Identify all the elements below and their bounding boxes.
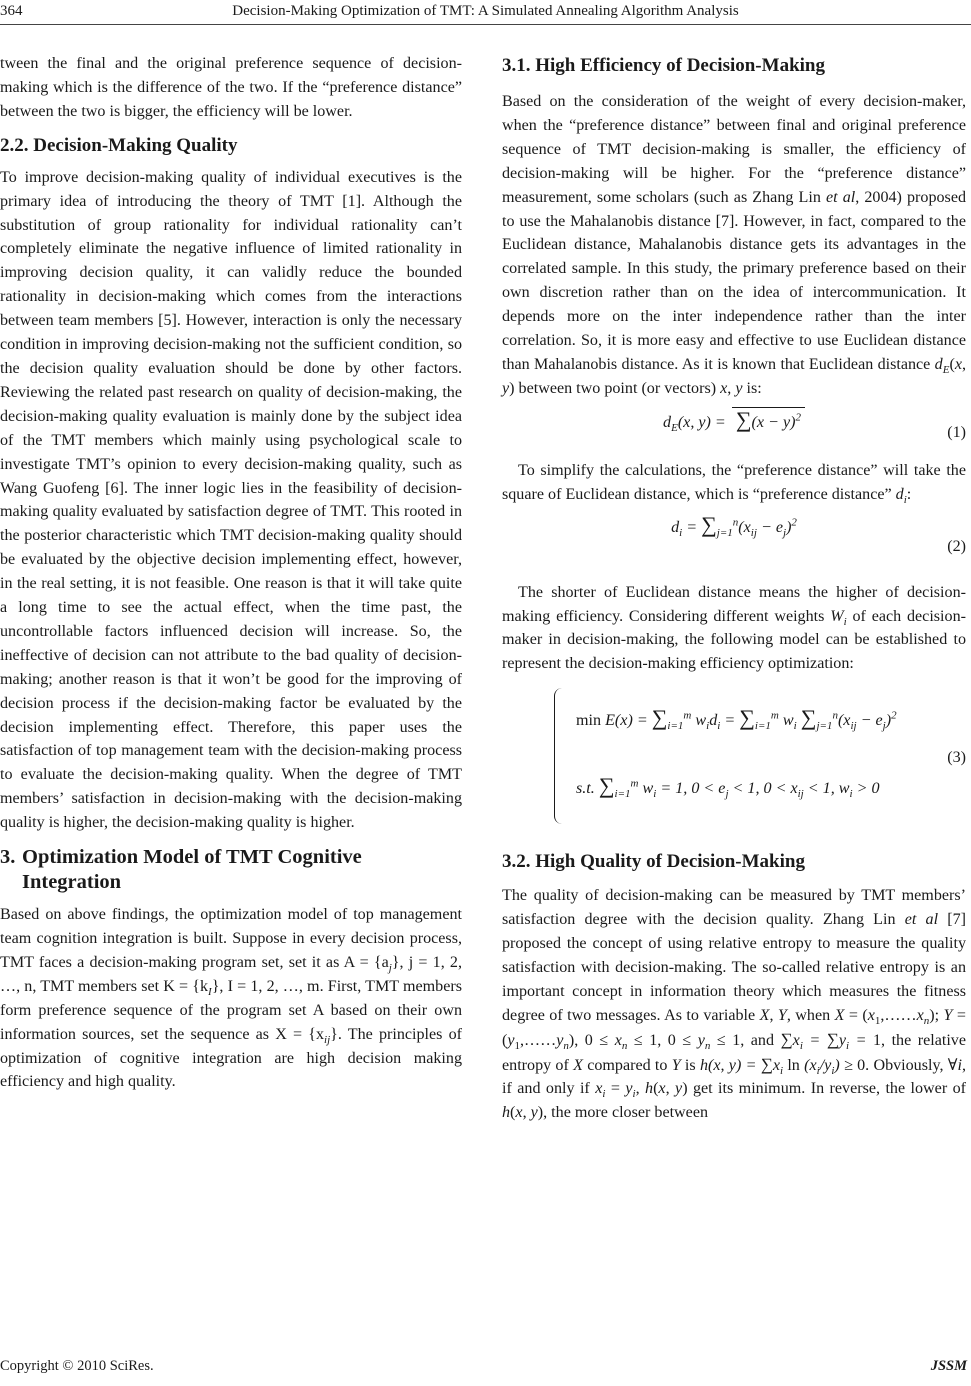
paragraph-intro: tween the final and the original preference sequence of decision-making which is the difference of the two. If the “preference distance” between the two is bigger, the efficiency will be lower.	[0, 55, 462, 120]
paragraph-quality-measure: The quality of decision-making can be measured by TMT members’ satisfaction degree with the decision quality. Zhang Lin et al [7] proposed the concept of using relative entropy to measure the quality satisfaction with decision-making. The so-called relative entropy is an important concept in information theory which measures the fitness degree of two messages. As to variable X, Y, when $X = (x_1,\dots\dots x_n)$; $Y = (y_1,\dots\dots y_n)$, $0 \le x_n \le 1$, $0 \le y_n \le 1$, and $\sum x_i = \sum y_i = 1$, the relative entropy of X compared to Y is h(x, $y) = \sum x_i$ $\ln (x_i/y_i) \ge 0$. Obviously, ∀i, if and only if $x_i = y_i$, h(x, y) get its minimum. In reverse, the lower of h(x, y), the more closer between	[502, 887, 967, 1122]
paragraph-efficiency: Based on the consideration of the weight of every decision-maker, when the “preference distance” between final and original preference sequence of TMT decision-making is smaller, the efficiency of decision-making will be higher. For the “preference distance” measurement, some scholars (such as Zhang Lin et al, 2004) proposed to use the Mahalanobis distance [7]. However, in fact, compared to the Euclidean distance, Mahalanobis distance gets its advantages in the correlated sample. In this study, the primary preference based on their own discretion rather than on the idea of intercommunication. It depends more on the inter independence rather than the inter correlation. So, it is more easy and effective to use Euclidean distance than Mahalanobis distance. As it is known that Euclidean distance $d_E(x$, y) between two point (or vectors) x, y is:	[502, 93, 967, 397]
equation-number: (1)	[947, 423, 966, 441]
right-column	[502, 52, 966, 1125]
equation-3: $\min E(x) = \sum_{i=1}^m$ $w_id_i = \sum_{i=1}^m$ $w_i$ $\sum_{j=1}^n(x_{ij} - e_j)^2$ s.t. $\sum_{i=1}^m$ $w_i = 1$, $0 < e_j < 1$, $0 < x_{ij} < 1$, $w_i > 0$ (3)	[502, 676, 966, 836]
left-column	[0, 52, 462, 1094]
page-number: 364	[0, 3, 23, 19]
journal-abbreviation: JSSM	[930, 1358, 967, 1374]
section-heading-2-2: 2.2. Decision-Making Quality	[0, 134, 238, 156]
left-brace	[554, 688, 567, 824]
page-header	[0, 0, 971, 24]
equation-number: (3)	[947, 749, 966, 767]
paragraph-shorter: The shorter of Euclidean distance means the higher of decision-making efficiency. Considering different weights $W_i$ of each decision-maker in decision-making, the following model can be established to represent the decision-making efficiency optimization:	[502, 583, 966, 673]
section-heading-3-1: 3.1. High Efficiency of Decision-Making	[502, 55, 825, 76]
equation-number: (2)	[947, 537, 966, 555]
equation-2: $d_i = \sum_{j=1}^n(x_{ij} - e_j)^2$ (2)	[502, 513, 966, 581]
paragraph-quality: To improve decision-making quality of individual executives is the primary idea of introducing the theory of TMT [1]. Although the substitution of group rationality for individual rationality can’t completely eliminate the negative influence of limited rationality in improving decision quality, it can validly reduce the bounded rationality in decision-making which comes from the interactions between team members [5]. However, interaction is only the necessary condition in improving decision-making not the sufficient condition, so the decision quality evaluation should be done by other factors. Reviewing the related past research on quality of decision-making, the decision-making quality evaluation is mainly done by the subject idea of the TMT members which mainly using psychological scale to investigate TMT’s opinion to every decision-making quality, such as Wang Guofeng [6]. The inner logic lies in the feasibility of decision-making quality evaluated by satisfaction degree of TMT. This rooted in the posterior characteristic which TMT decision-making quality should be evaluated by the objective decision implementing effect, however, in the real setting, it is not feasible. One reason is that it will take quite a long time to see the actual effect, when the time past, the uncontrollable factors influenced decision will increase. So, the ineffective of decision can not attribute to the bad quality of decision-making; another reason is that it won’t be good for the improving of decision process if the decision-making factor be evaluated by the decision implementing effect. Therefore, this paper uses the satisfaction of top management team with the decision-making process to evaluate the decision-making quality. When the degree of TMT members’ satisfaction in decision-making with the decision-making quality is higher, the decision-making quality is higher.	[0, 168, 462, 832]
equation-1: $d_E(x$, $y) = \sum(x - y)^2$ (1)	[502, 407, 966, 459]
running-title: Decision-Making Optimization of TMT: A Simulated Annealing Algorithm Analysis	[232, 3, 739, 19]
header-rule	[0, 24, 971, 25]
paragraph-simplify: To simplify the calculations, the “preference distance” will take the square of Euclidean distance, which is “preference distance” $d_i$:	[502, 461, 966, 506]
paragraph-model: Based on above findings, the optimization model of top management team cognition integration is built. Suppose in every decision process, TMT faces a decision-making program set, set it as $A = \{a_j\}$, j = 1, 2, …, n, TMT members set $K = \{k_I\}$, I = 1, 2, …, m. First, TMT members form preference sequence of the program set A based on their own information sources, set the sequence as $X = \{x_{ij}\}$. The principles of optimization of cognitive integration are high decision making efficiency and high quality.	[0, 906, 462, 1091]
page-footer	[0, 1356, 971, 1380]
copyright-notice: Copyright © 2010 SciRes.	[0, 1358, 154, 1374]
section-heading-3: 3. Optimization Model of TMT Cognitive Integration	[0, 846, 362, 894]
section-heading-3-2: 3.2. High Quality of Decision-Making	[502, 851, 805, 873]
